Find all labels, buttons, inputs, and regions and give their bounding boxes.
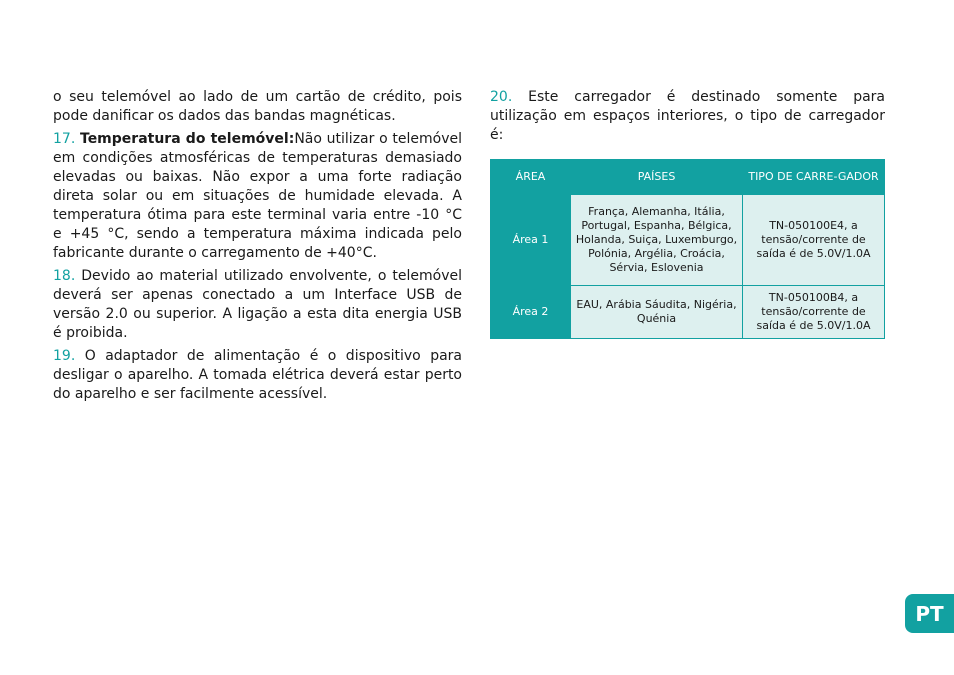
area-cell: Área 1 bbox=[491, 195, 571, 286]
header-area: ÁREA bbox=[491, 160, 571, 195]
item-17-text: Não utilizar o telemóvel em condições atmosféricas de temperaturas demasiado elevadas ou baixas. Não expor a uma forte radiação direta solar ou em situações de humidade elevada. A temperatura ótima para este terminal varia entre -10 °C e +45 °C, sendo a temperatura máxima indicada pelo fabricante durante o carregamento de +40°C. bbox=[53, 131, 462, 261]
header-countries: PAÍSES bbox=[571, 160, 743, 195]
item-17-heading: Temperatura do telemóvel: bbox=[80, 131, 295, 147]
table-header-row bbox=[491, 160, 885, 195]
language-tab: PT bbox=[905, 594, 954, 633]
item-19-number: 19. bbox=[53, 348, 76, 364]
item-18-text: Devido ao material utilizado envolvente, o telemóvel deverá ser apenas conectado a um Interface USB de versão 2.0 ou superior. A ligação a esta dita energia USB é proibida. bbox=[53, 268, 462, 341]
header-charger-type: TIPO DE CARRE-GADOR bbox=[743, 160, 885, 195]
right-column bbox=[490, 88, 885, 339]
charger-cell: TN-050100E4, a tensão/corrente de saída é de 5.0V/1.0A bbox=[743, 195, 885, 286]
item-20-text: Este carregador é destinado somente para utilização em espaços interiores, o tipo de carregador é: bbox=[490, 89, 886, 143]
item-18-number: 18. bbox=[53, 268, 76, 284]
charger-cell: TN-050100B4, a tensão/corrente de saída é de 5.0V/1.0A bbox=[743, 286, 885, 339]
countries-cell: EAU, Arábia Sáudita, Nigéria, Quénia bbox=[571, 286, 743, 339]
countries-cell: França, Alemanha, Itália, Portugal, Espanha, Bélgica, Holanda, Suiça, Luxemburgo, Polónia, Argélia, Croácia, Sérvia, Eslovenia bbox=[571, 195, 743, 286]
charger-table bbox=[490, 159, 885, 339]
item-18 bbox=[53, 267, 462, 343]
item-20 bbox=[490, 88, 885, 145]
item-19 bbox=[53, 347, 462, 404]
table-row bbox=[491, 195, 885, 286]
area-cell: Área 2 bbox=[491, 286, 571, 339]
item-17 bbox=[53, 130, 462, 263]
item-20-number: 20. bbox=[490, 89, 513, 105]
intro-paragraph: o seu telemóvel ao lado de um cartão de crédito, pois pode danificar os dados das bandas magnéticas. bbox=[53, 89, 462, 124]
item-19-text: O adaptador de alimentação é o dispositivo para desligar o aparelho. A tomada elétrica deverá estar perto do aparelho e ser facilmente acessível. bbox=[53, 348, 463, 402]
left-column bbox=[53, 88, 462, 408]
table-row bbox=[491, 286, 885, 339]
item-17-number: 17. bbox=[53, 131, 76, 147]
